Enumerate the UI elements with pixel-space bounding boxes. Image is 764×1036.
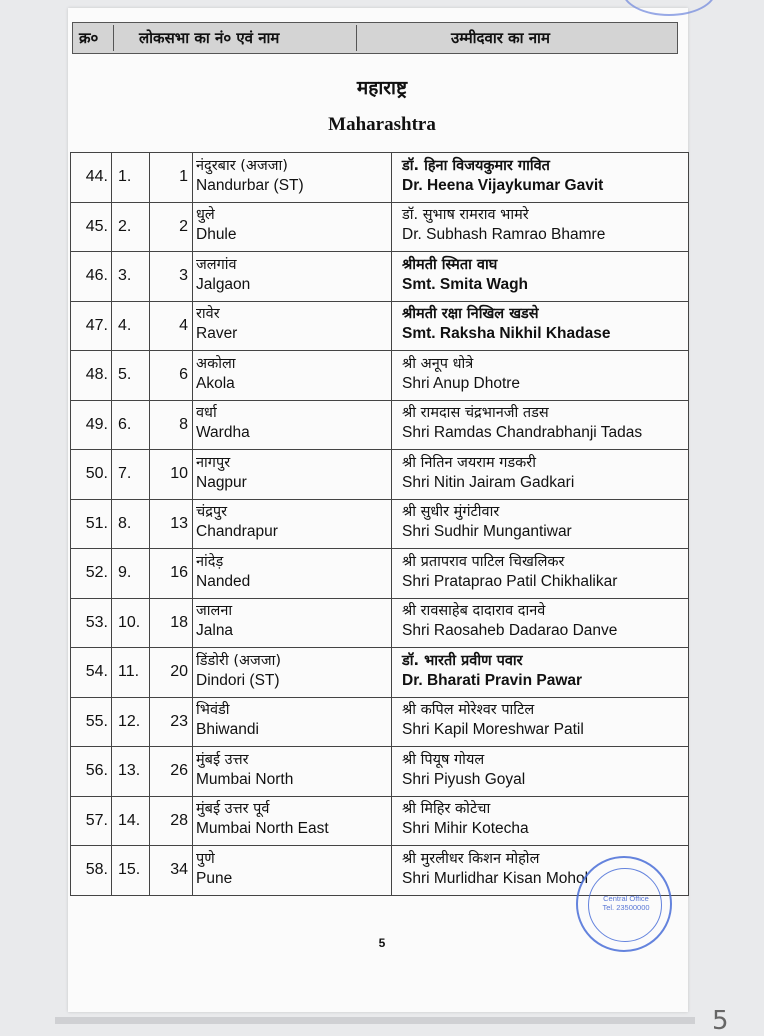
table-row [71, 252, 689, 302]
cell-pc-number: 3 [150, 252, 193, 302]
state-heading-english: Maharashtra [328, 114, 436, 135]
state-heading-hindi: महाराष्ट्र [356, 77, 408, 99]
constituency-english: Dhule [196, 226, 237, 244]
cell-state-serial: 5. [112, 351, 150, 401]
table-row [71, 202, 689, 252]
constituency-hindi: रावेर [196, 306, 220, 323]
candidate-english: Dr. Subhash Ramrao Bhamre [402, 226, 606, 244]
cell-candidate [392, 450, 689, 500]
cell-pc-number: 1 [150, 153, 193, 203]
cell-serial: 52. [71, 549, 112, 599]
constituency-hindi: अकोला [196, 355, 236, 372]
candidate-hindi: श्री सुधीर मुंगंटीवार [402, 504, 500, 521]
candidate-hindi: डॉ. सुभाष रामराव भामरे [402, 207, 529, 224]
cell-pc-number: 16 [150, 549, 193, 599]
cell-constituency [193, 747, 392, 797]
constituency-english: Dindori (ST) [196, 671, 280, 689]
cell-constituency [193, 301, 392, 351]
candidate-english: Shri Mihir Kotecha [402, 820, 529, 838]
cell-constituency [193, 351, 392, 401]
cell-candidate [392, 499, 689, 549]
cell-state-serial: 10. [112, 598, 150, 648]
constituency-hindi: जलगांव [196, 256, 237, 273]
table-row [71, 697, 689, 747]
seal-line-1: Central Office [603, 894, 649, 903]
cell-candidate [392, 796, 689, 846]
candidate-english: Shri Ramdas Chandrabhanji Tadas [402, 424, 643, 442]
cell-constituency [193, 202, 392, 252]
table-row [71, 153, 689, 203]
cell-candidate [392, 301, 689, 351]
cell-candidate [392, 202, 689, 252]
cell-pc-number: 18 [150, 598, 193, 648]
candidate-hindi: श्री प्रतापराव पाटिल चिखलिकर [402, 553, 565, 570]
table-row [71, 351, 689, 401]
constituency-english: Jalgaon [196, 275, 251, 293]
candidate-hindi: श्री नितिन जयराम गडकरी [402, 454, 536, 471]
candidate-hindi: श्री कपिल मोरेश्वर पाटिल [402, 702, 535, 719]
cell-pc-number: 10 [150, 450, 193, 500]
candidate-english: Smt. Smita Wagh [402, 275, 529, 293]
cell-constituency [193, 598, 392, 648]
cell-candidate [392, 549, 689, 599]
cell-candidate [392, 598, 689, 648]
cell-pc-number: 23 [150, 697, 193, 747]
cell-candidate [392, 747, 689, 797]
constituency-english: Mumbai North East [196, 820, 329, 838]
cell-state-serial: 13. [112, 747, 150, 797]
constituency-english: Jalna [196, 622, 234, 640]
page-number: 5 [378, 936, 386, 950]
cell-pc-number: 4 [150, 301, 193, 351]
cell-state-serial: 6. [112, 400, 150, 450]
cell-constituency [193, 499, 392, 549]
table-row [71, 400, 689, 450]
constituency-hindi: पुणे [196, 850, 215, 867]
constituency-english: Nagpur [196, 473, 247, 491]
constituency-english: Chandrapur [196, 523, 278, 541]
candidate-english: Shri Kapil Moreshwar Patil [402, 721, 584, 739]
header-candidate: उम्मीदवार का नाम [451, 29, 550, 47]
cell-state-serial: 8. [112, 499, 150, 549]
cell-serial: 51. [71, 499, 112, 549]
candidate-english: Shri Piyush Goyal [402, 770, 526, 788]
constituency-english: Nandurbar (ST) [196, 176, 304, 194]
cell-pc-number: 13 [150, 499, 193, 549]
cell-constituency [193, 153, 392, 203]
cell-state-serial: 15. [112, 846, 150, 896]
cell-pc-number: 26 [150, 747, 193, 797]
constituency-hindi: मुंबई उत्तर [196, 751, 249, 768]
cell-serial: 48. [71, 351, 112, 401]
cell-pc-number: 34 [150, 846, 193, 896]
candidate-english: Shri Murlidhar Kisan Mohol [402, 869, 589, 887]
candidate-hindi: डॉ. भारती प्रवीण पवार [402, 652, 523, 669]
cell-state-serial: 12. [112, 697, 150, 747]
table-row [71, 549, 689, 599]
cell-serial: 50. [71, 450, 112, 500]
candidate-hindi: श्रीमती रक्षा निखिल खडसे [402, 306, 539, 323]
candidate-english: Shri Prataprao Patil Chikhalikar [402, 572, 618, 590]
constituency-english: Bhiwandi [196, 721, 259, 739]
cell-state-serial: 2. [112, 202, 150, 252]
constituency-hindi: नांदेड़ [196, 553, 224, 570]
cell-state-serial: 3. [112, 252, 150, 302]
cell-serial: 56. [71, 747, 112, 797]
candidate-english: Shri Anup Dhotre [402, 374, 521, 392]
candidate-hindi: डॉ. हिना विजयकुमार गावित [402, 157, 550, 174]
table-row [71, 598, 689, 648]
constituency-hindi: जालना [196, 603, 233, 620]
cell-candidate [392, 153, 689, 203]
candidate-hindi: श्री अनूप धोत्रे [402, 355, 474, 372]
cell-candidate [392, 648, 689, 698]
cell-serial: 45. [71, 202, 112, 252]
cell-constituency [193, 400, 392, 450]
cell-serial: 58. [71, 846, 112, 896]
constituency-hindi: धुले [196, 207, 215, 224]
cell-candidate [392, 351, 689, 401]
constituency-hindi: चंद्रपुर [196, 504, 228, 521]
constituency-hindi: भिवंडी [196, 702, 230, 719]
table-row [71, 747, 689, 797]
cell-pc-number: 2 [150, 202, 193, 252]
cell-candidate [392, 252, 689, 302]
candidate-hindi: श्री मुरलीधर किशन मोहोल [402, 850, 540, 867]
header-divider [356, 25, 357, 51]
constituency-hindi: वर्धा [196, 405, 217, 422]
cell-serial: 57. [71, 796, 112, 846]
constituency-english: Pune [196, 869, 233, 887]
candidate-hindi: श्री मिहिर कोटेचा [402, 801, 491, 818]
cell-constituency [193, 697, 392, 747]
cell-candidate [392, 697, 689, 747]
candidate-hindi: श्री पियूष गोयल [402, 751, 485, 768]
constituency-hindi: नागपुर [196, 454, 231, 471]
cell-constituency [193, 450, 392, 500]
constituency-english: Mumbai North [196, 770, 294, 788]
candidate-english: Dr. Heena Vijaykumar Gavit [402, 176, 604, 194]
cell-state-serial: 1. [112, 153, 150, 203]
cell-candidate [392, 400, 689, 450]
cell-constituency [193, 796, 392, 846]
constituency-english: Raver [196, 325, 238, 343]
cell-serial: 55. [71, 697, 112, 747]
cell-state-serial: 9. [112, 549, 150, 599]
header-constituency: लोकसभा का नं० एवं नाम [139, 29, 280, 47]
header-divider [113, 25, 114, 51]
candidate-english: Shri Sudhir Mungantiwar [402, 523, 572, 541]
candidate-hindi: श्रीमती स्मिता वाघ [402, 256, 498, 273]
table-row [71, 796, 689, 846]
constituency-hindi: डिंडोरी (अजजा) [196, 652, 281, 669]
candidate-english: Shri Nitin Jairam Gadkari [402, 473, 575, 491]
cell-state-serial: 11. [112, 648, 150, 698]
candidate-hindi: श्री रावसाहेब दादाराव दानवे [402, 603, 546, 620]
cell-serial: 46. [71, 252, 112, 302]
cell-serial: 54. [71, 648, 112, 698]
cell-pc-number: 8 [150, 400, 193, 450]
table-header-bar [72, 22, 678, 54]
constituency-english: Akola [196, 374, 235, 392]
candidate-english: Smt. Raksha Nikhil Khadase [402, 325, 611, 343]
cell-state-serial: 14. [112, 796, 150, 846]
corner-page-mark: 5 [712, 1006, 729, 1036]
candidate-hindi: श्री रामदास चंद्रभानजी तडस [402, 405, 549, 422]
party-seal-stamp [576, 856, 672, 952]
cell-serial: 47. [71, 301, 112, 351]
constituency-hindi: मुंबई उत्तर पूर्व [196, 801, 270, 818]
cell-pc-number: 20 [150, 648, 193, 698]
constituency-english: Wardha [196, 424, 250, 442]
cell-constituency [193, 648, 392, 698]
candidate-english: Dr. Bharati Pravin Pawar [402, 671, 583, 689]
constituency-english: Nanded [196, 572, 251, 590]
cell-state-serial: 4. [112, 301, 150, 351]
cell-serial: 49. [71, 400, 112, 450]
header-serial: क्र० [79, 29, 99, 47]
candidate-english: Shri Raosaheb Dadarao Danve [402, 622, 618, 640]
cell-constituency [193, 252, 392, 302]
candidate-table [70, 152, 689, 896]
cell-constituency [193, 549, 392, 599]
cell-pc-number: 6 [150, 351, 193, 401]
cell-constituency [193, 846, 392, 896]
table-row [71, 450, 689, 500]
table-row [71, 648, 689, 698]
constituency-hindi: नंदुरबार (अजजा) [196, 157, 288, 174]
table-row [71, 499, 689, 549]
candidate-table-body [71, 153, 689, 896]
bottom-edge-strip [55, 1017, 695, 1024]
table-row [71, 301, 689, 351]
cell-serial: 53. [71, 598, 112, 648]
cell-state-serial: 7. [112, 450, 150, 500]
cell-serial: 44. [71, 153, 112, 203]
cell-pc-number: 28 [150, 796, 193, 846]
seal-line-2: Tel. 23500000 [602, 903, 650, 912]
